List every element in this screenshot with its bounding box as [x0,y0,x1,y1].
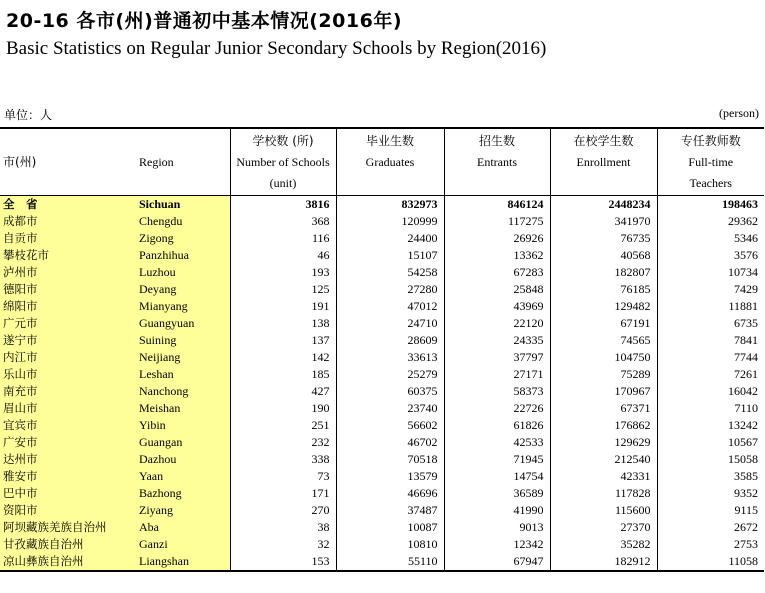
teachers-cell: 11058 [657,553,764,571]
table-row [0,349,764,366]
graduates-cell: 24710 [336,315,444,332]
table-header-row [0,128,764,196]
entrants-cell: 67947 [444,553,550,571]
enrollment-cell: 104750 [550,349,657,366]
teachers-cell: 6735 [657,315,764,332]
entrants-cell: 117275 [444,213,550,230]
entrants-cell: 24335 [444,332,550,349]
region-english-cell: Neijiang [133,349,230,366]
graduates-cell: 47012 [336,298,444,315]
region-english-cell: Bazhong [133,485,230,502]
teachers-cell: 7110 [657,400,764,417]
region-english-cell: Meishan [133,400,230,417]
region-name-cell: 广安市 [0,434,133,451]
graduates-cell: 23740 [336,400,444,417]
unit-label-chinese: 单位：人 [4,108,53,122]
table-row [0,468,764,485]
enrollment-cell: 170967 [550,383,657,400]
schools-cell: 191 [230,298,336,315]
graduates-cell: 832973 [336,196,444,214]
entrants-cell: 12342 [444,536,550,553]
enrollment-cell: 75289 [550,366,657,383]
schools-cell: 368 [230,213,336,230]
table-row [0,502,764,519]
graduates-cell: 54258 [336,264,444,281]
enrollment-cell: 76185 [550,281,657,298]
enrollment-cell: 67371 [550,400,657,417]
schools-cell: 171 [230,485,336,502]
enrollment-cell: 117828 [550,485,657,502]
graduates-cell: 46702 [336,434,444,451]
enrollment-cell: 129629 [550,434,657,451]
region-english-cell: Liangshan [133,553,230,571]
region-english-cell: Guangan [133,434,230,451]
graduates-cell: 15107 [336,247,444,264]
graduates-cell: 25279 [336,366,444,383]
schools-cell: 137 [230,332,336,349]
enrollment-cell: 35282 [550,536,657,553]
header-teachers: 专任教师数 Full-time Teachers [657,128,764,196]
region-name-cell: 绵阳市 [0,298,133,315]
entrants-cell: 26926 [444,230,550,247]
enrollment-cell: 27370 [550,519,657,536]
entrants-cell: 25848 [444,281,550,298]
table-row [0,434,764,451]
entrants-cell: 61826 [444,417,550,434]
graduates-cell: 60375 [336,383,444,400]
entrants-cell: 22726 [444,400,550,417]
enrollment-cell: 341970 [550,213,657,230]
teachers-cell: 5346 [657,230,764,247]
graduates-cell: 10810 [336,536,444,553]
region-english-cell: Luzhou [133,264,230,281]
table-row [0,519,764,536]
teachers-cell: 7429 [657,281,764,298]
schools-cell: 232 [230,434,336,451]
header-graduates: 毕业生数 Graduates [336,128,444,196]
header-enrollment: 在校学生数 Enrollment [550,128,657,196]
table-row [0,553,764,571]
enrollment-cell: 115600 [550,502,657,519]
table-body [0,196,764,572]
schools-cell: 46 [230,247,336,264]
region-name-cell: 南充市 [0,383,133,400]
region-name-cell: 广元市 [0,315,133,332]
enrollment-cell: 74565 [550,332,657,349]
graduates-cell: 120999 [336,213,444,230]
table-row [0,536,764,553]
teachers-cell: 7841 [657,332,764,349]
region-english-cell: Zigong [133,230,230,247]
header-region-en: Region [133,128,230,196]
teachers-cell: 7744 [657,349,764,366]
graduates-cell: 33613 [336,349,444,366]
region-english-cell: Sichuan [133,196,230,214]
region-name-cell: 甘孜藏族自治州 [0,536,133,553]
teachers-cell: 9352 [657,485,764,502]
page-title-chinese: 20-16 各市(州)普通初中基本情况(2016年) [6,10,402,32]
graduates-cell: 55110 [336,553,444,571]
schools-cell: 116 [230,230,336,247]
header-region-cn: 市(州) [0,128,133,196]
unit-label-english: (person) [719,106,759,120]
graduates-cell: 70518 [336,451,444,468]
entrants-cell: 58373 [444,383,550,400]
table-row [0,247,764,264]
region-name-cell: 达州市 [0,451,133,468]
graduates-cell: 24400 [336,230,444,247]
graduates-cell: 37487 [336,502,444,519]
region-name-cell: 全 省 [0,196,133,214]
region-english-cell: Ganzi [133,536,230,553]
teachers-cell: 2753 [657,536,764,553]
table-row [0,315,764,332]
region-name-cell: 巴中市 [0,485,133,502]
graduates-cell: 46696 [336,485,444,502]
entrants-cell: 71945 [444,451,550,468]
region-name-cell: 遂宁市 [0,332,133,349]
schools-cell: 193 [230,264,336,281]
region-english-cell: Suining [133,332,230,349]
teachers-cell: 10734 [657,264,764,281]
entrants-cell: 43969 [444,298,550,315]
entrants-cell: 67283 [444,264,550,281]
enrollment-cell: 2448234 [550,196,657,214]
enrollment-cell: 176862 [550,417,657,434]
region-name-cell: 宜宾市 [0,417,133,434]
enrollment-cell: 182807 [550,264,657,281]
entrants-cell: 27171 [444,366,550,383]
table-row-total [0,196,764,214]
graduates-cell: 10087 [336,519,444,536]
table-row [0,213,764,230]
region-english-cell: Leshan [133,366,230,383]
enrollment-cell: 129482 [550,298,657,315]
region-english-cell: Aba [133,519,230,536]
region-english-cell: Yibin [133,417,230,434]
region-english-cell: Deyang [133,281,230,298]
entrants-cell: 13362 [444,247,550,264]
schools-cell: 73 [230,468,336,485]
table-row [0,298,764,315]
entrants-cell: 42533 [444,434,550,451]
graduates-cell: 27280 [336,281,444,298]
enrollment-cell: 182912 [550,553,657,571]
region-name-cell: 凉山彝族自治州 [0,553,133,571]
enrollment-cell: 67191 [550,315,657,332]
region-name-cell: 泸州市 [0,264,133,281]
schools-cell: 251 [230,417,336,434]
region-english-cell: Nanchong [133,383,230,400]
table-row [0,400,764,417]
entrants-cell: 36589 [444,485,550,502]
enrollment-cell: 76735 [550,230,657,247]
table-row [0,485,764,502]
teachers-cell: 2672 [657,519,764,536]
teachers-cell: 13242 [657,417,764,434]
region-name-cell: 攀枝花市 [0,247,133,264]
schools-cell: 427 [230,383,336,400]
table-row [0,332,764,349]
region-english-cell: Panzhihua [133,247,230,264]
region-name-cell: 自贡市 [0,230,133,247]
schools-cell: 185 [230,366,336,383]
entrants-cell: 41990 [444,502,550,519]
entrants-cell: 22120 [444,315,550,332]
entrants-cell: 14754 [444,468,550,485]
region-english-cell: Yaan [133,468,230,485]
teachers-cell: 9115 [657,502,764,519]
region-english-cell: Mianyang [133,298,230,315]
header-schools: 学校数 (所) Number of Schools (unit) [230,128,336,196]
schools-cell: 338 [230,451,336,468]
teachers-cell: 15058 [657,451,764,468]
schools-cell: 138 [230,315,336,332]
teachers-cell: 16042 [657,383,764,400]
statistics-table [0,127,764,572]
header-entrants: 招生数 Entrants [444,128,550,196]
graduates-cell: 28609 [336,332,444,349]
schools-cell: 270 [230,502,336,519]
table-row [0,230,764,247]
table-row [0,451,764,468]
table-row [0,383,764,400]
enrollment-cell: 40568 [550,247,657,264]
region-english-cell: Guangyuan [133,315,230,332]
teachers-cell: 29362 [657,213,764,230]
region-name-cell: 德阳市 [0,281,133,298]
table-row [0,366,764,383]
table-row [0,264,764,281]
teachers-cell: 10567 [657,434,764,451]
entrants-cell: 37797 [444,349,550,366]
region-name-cell: 成都市 [0,213,133,230]
enrollment-cell: 42331 [550,468,657,485]
graduates-cell: 13579 [336,468,444,485]
schools-cell: 142 [230,349,336,366]
teachers-cell: 11881 [657,298,764,315]
schools-cell: 32 [230,536,336,553]
schools-cell: 125 [230,281,336,298]
schools-cell: 38 [230,519,336,536]
entrants-cell: 9013 [444,519,550,536]
region-name-cell: 内江市 [0,349,133,366]
region-english-cell: Ziyang [133,502,230,519]
region-name-cell: 乐山市 [0,366,133,383]
table-row [0,281,764,298]
graduates-cell: 56602 [336,417,444,434]
region-name-cell: 雅安市 [0,468,133,485]
schools-cell: 3816 [230,196,336,214]
region-name-cell: 资阳市 [0,502,133,519]
region-english-cell: Dazhou [133,451,230,468]
schools-cell: 153 [230,553,336,571]
region-name-cell: 阿坝藏族羌族自治州 [0,519,133,536]
teachers-cell: 3576 [657,247,764,264]
teachers-cell: 7261 [657,366,764,383]
table-row [0,417,764,434]
region-english-cell: Chengdu [133,213,230,230]
teachers-cell: 198463 [657,196,764,214]
teachers-cell: 3585 [657,468,764,485]
region-name-cell: 眉山市 [0,400,133,417]
entrants-cell: 846124 [444,196,550,214]
enrollment-cell: 212540 [550,451,657,468]
schools-cell: 190 [230,400,336,417]
page-title-english: Basic Statistics on Regular Junior Secondary Schools by Region(2016) [6,38,547,59]
